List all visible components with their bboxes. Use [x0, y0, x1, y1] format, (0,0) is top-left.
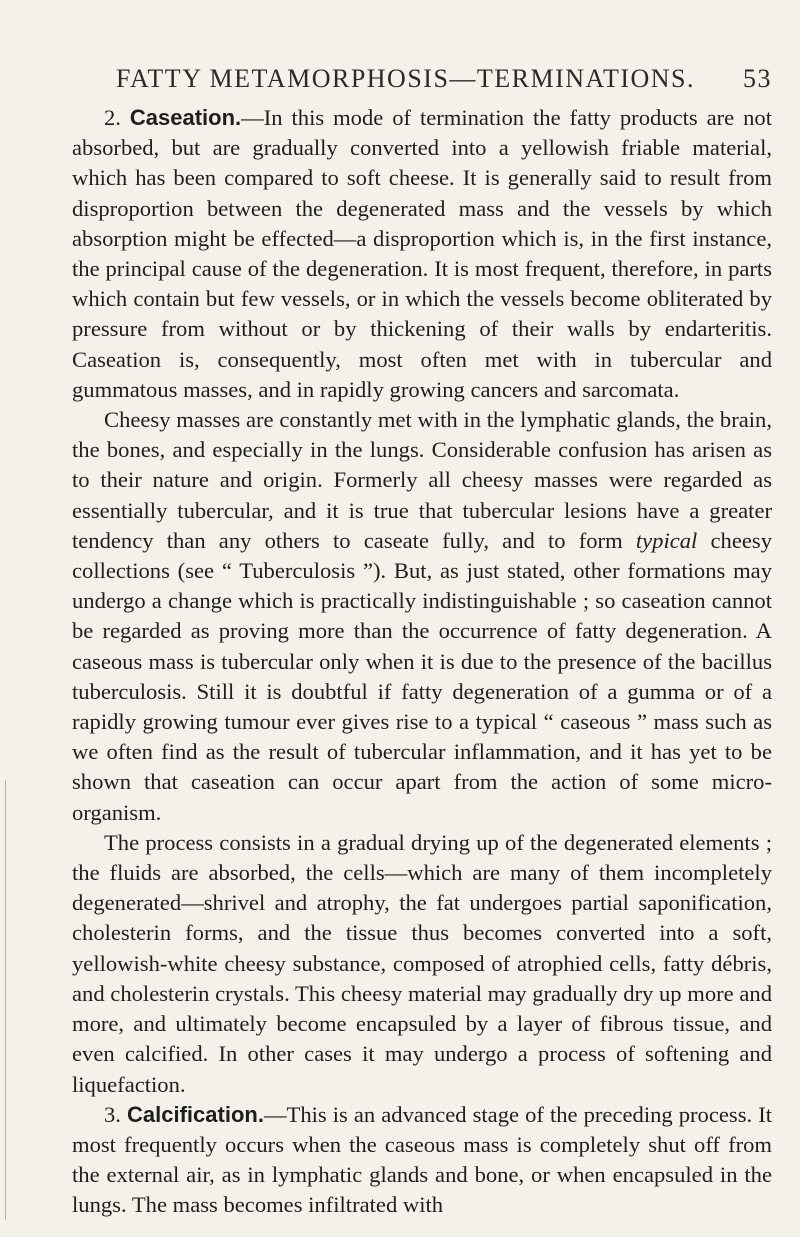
running-head [72, 64, 772, 96]
paragraph-text: —This is an advanced stage of the preceding process. It most frequently occurs when the caseous mass is completely shut off from the external air, as in lymphatic glands and bone, or when encapsuled in the lungs. The mass becomes infiltrated with [72, 1101, 773, 1218]
paragraph-cheesy-masses [72, 405, 772, 828]
page-number: 53 [743, 64, 772, 93]
body-text [72, 103, 772, 1221]
paragraph-text: The process consists in a gradual drying up of the degenerated elements ; the fluids are absorbed, the cells—which are many of them incompletely degenerated—shrivel and atrophy, the fat undergoes partial saponification, cholesterin forms, and the tissue thus becomes converted into a soft, yellowish-white cheesy substance, composed of atrophied cells, fatty débris, and cholesterin crystals. This cheesy material may gradually dry up more and more, and ultimately become encapsuled by a layer of fibrous tissue, and even calcified. In other cases it may undergo a process of softening and liquefaction. [72, 829, 772, 1097]
section-heading-calcification: Calcification. [127, 1101, 264, 1127]
paragraph-text: Cheesy masses are constantly met with in the lymphatic glands, the brain, the bones, and especially in the lungs. Considerable confusion has arisen as to their nature and origin. Formerly all cheesy masses were regarded as essentially tubercular, and it is true that tubercular lesions have a greater tendency than any others to caseate fully, and to form [72, 407, 772, 553]
paragraph-calcification [72, 1100, 772, 1221]
section-heading-caseation: Caseation. [129, 105, 242, 130]
paragraph-process [72, 828, 772, 1100]
section-number: 3. [104, 1101, 121, 1127]
running-head-title: FATTY METAMORPHOSIS—TERMINATIONS. [116, 64, 696, 93]
page-edge-shadow [5, 780, 6, 1220]
section-number: 2. [104, 105, 121, 130]
paragraph-text: —In this mode of termination the fatty products are not absorbed, but are gradually converted into a yellowish friable material, which has been compared to soft cheese. It is generally said to result from disproportion between the degenerated mass and the vessels by which absorption might be effected—a disproportion which is, in the first instance, the principal cause of the degeneration. It is most frequent, therefore, in parts which contain but few vessels, or in which the vessels become obliterated by pressure from without or by thickening of their walls by endarteritis. Caseation is, consequently, most often met with in tubercular and gummatous masses, and in rapidly growing cancers and sarcomata. [72, 105, 772, 402]
emphasis-typical: typical [635, 527, 698, 553]
paragraph-caseation-intro [72, 103, 772, 405]
paragraph-text: cheesy collections (see “ Tuberculosis ”). But, as just stated, other formations may undergo a change which is practically indistinguishable ; so caseation cannot be regarded as proving more than the occurrence of fatty degeneration. A caseous mass is tubercular only when it is due to the presence of the bacillus tuberculosis. Still it is doubtful if fatty degeneration of a gumma or of a rapidly growing tumour ever gives rise to a typical “ caseous ” mass such as we often find as the result of tubercular inflammation, and it has yet to be shown that caseation can occur apart from the action of some micro-organism. [72, 527, 772, 825]
